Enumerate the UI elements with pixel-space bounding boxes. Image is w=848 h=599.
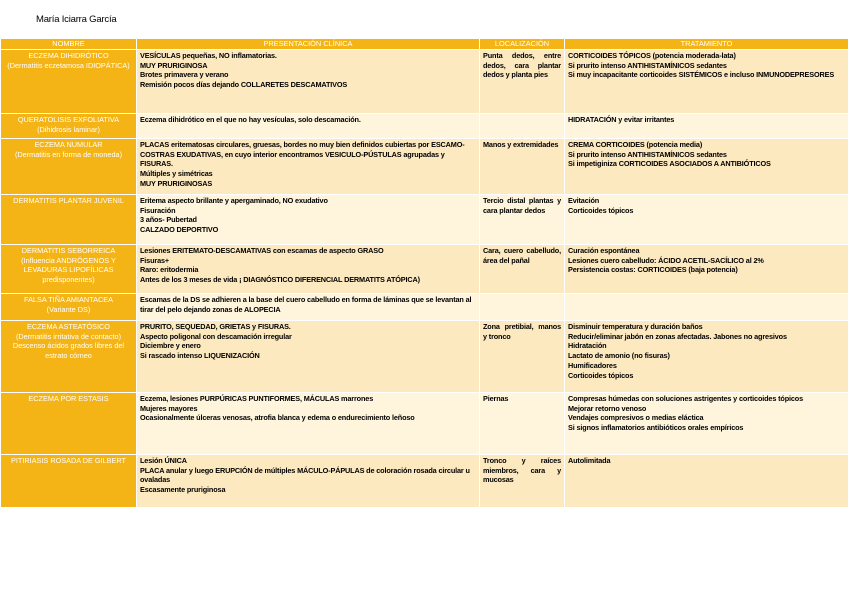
- treatment-line: CORTICOIDES TÓPICOS (potencia moderada-lata): [568, 51, 736, 60]
- treatment-cell: [565, 455, 848, 508]
- treatment-cell: [565, 245, 848, 294]
- name-line: Descenso ácidos grados libres del estrato córneo: [12, 341, 125, 361]
- name-cell: [1, 245, 137, 294]
- presentation-line: Escasamente pruriginosa: [140, 485, 226, 495]
- presentation-cell: [137, 294, 480, 321]
- name-line: ECZEMA POR ESTASIS: [28, 394, 109, 403]
- name-line: DERMATITIS SEBORREICA: [21, 246, 116, 255]
- author-name: María Iciarra García: [36, 14, 117, 25]
- presentation-line: Ocasionalmente úlceras venosas, atrofia blanca y edema o endurecimiento leñoso: [140, 413, 415, 423]
- treatment-line: Disminuir temperatura y duración baños: [568, 322, 703, 331]
- presentation-cell: [137, 50, 480, 114]
- treatment-cell: [565, 393, 848, 455]
- treatment-line: Persistencia costas: CORTICOIDES (baja potencia): [568, 265, 738, 275]
- presentation-cell: [137, 139, 480, 195]
- table-row: [1, 139, 848, 195]
- treatment-line: Compresas húmedas con soluciones astrigentes y corticoides tópicos: [568, 394, 804, 403]
- name-cell: [1, 321, 137, 393]
- location-cell: [480, 455, 565, 508]
- presentation-line: Lesión ÚNICA: [140, 456, 187, 465]
- presentation-line: PLACA anular y luego ERUPCIÓN de múltiples MÁCULO-PÁPULAS de coloración rosada circular u ovaladas: [140, 465, 470, 485]
- name-line: DERMATITIS PLANTAR JUVENIL: [13, 196, 124, 205]
- presentation-line: Brotes primavera y verano: [140, 70, 229, 80]
- presentation-cell: [137, 195, 480, 245]
- location-cell: [480, 294, 565, 321]
- presentation-line: Fisuras+: [140, 255, 170, 265]
- location-line: Manos y extremidades: [483, 140, 559, 149]
- treatment-line: Si signos inflamatorios antibióticos orales empíricos: [568, 423, 744, 433]
- table-row: [1, 455, 848, 508]
- name-cell: [1, 195, 137, 245]
- presentation-line: VESÍCULAS pequeñas, NO inflamatorias.: [140, 51, 277, 60]
- treatment-cell: [565, 114, 848, 139]
- treatment-line: CREMA CORTICOIDES (potencia media): [568, 140, 703, 149]
- location-cell: [480, 321, 565, 393]
- location-line: Piernas: [483, 394, 509, 403]
- treatment-cell: [565, 294, 848, 321]
- presentation-line: Lesiones ERITEMATO-DESCAMATIVAS con escamas de aspecto GRASO: [140, 246, 384, 255]
- presentation-line: CALZADO DEPORTIVO: [140, 225, 219, 235]
- presentation-line: Si rascado intenso LIQUENIZACIÓN: [140, 351, 260, 361]
- location-line: Tercio distal plantas y cara plantar dedos: [483, 196, 561, 215]
- treatment-line: Hidratación: [568, 341, 607, 351]
- presentation-line: Antes de los 3 meses de vida ¡ DIAGNÓSTICO DIFERENCIAL DERMATITS ATÓPICA): [140, 275, 420, 285]
- presentation-cell: [137, 245, 480, 294]
- presentation-line: Eczema, lesiones PURPÚRICAS PUNTIFORMES, MÁCULAS marrones: [140, 394, 374, 403]
- presentation-line: Raro: eritodermia: [140, 265, 199, 275]
- treatment-cell: [565, 195, 848, 245]
- table-row: [1, 321, 848, 393]
- treatment-line: Humificadores: [568, 360, 617, 370]
- name-line: (Dermatitis en forma de moneda): [14, 149, 123, 159]
- presentation-line: Diciembre y enero: [140, 341, 201, 351]
- dermatitis-table: [0, 38, 848, 508]
- name-line: ECZEMA NUMULAR: [34, 140, 103, 149]
- presentation-line: Múltiples y simétricas: [140, 169, 213, 179]
- name-line: ECZEMA DIHIDRÓTICO: [28, 51, 109, 60]
- header-tratamiento: TRATAMIENTO: [565, 39, 848, 50]
- presentation-line: Eczema dihidrótico en el que no hay vesículas, solo descamación.: [140, 115, 361, 124]
- table-body: [1, 50, 848, 508]
- presentation-cell: [137, 393, 480, 455]
- treatment-line: Si prurito intenso ANTIHISTAMÍNICOS sedantes: [568, 149, 727, 159]
- treatment-line: Si prurito intenso ANTIHISTAMÍNICOS sedantes: [568, 60, 727, 70]
- location-cell: [480, 50, 565, 114]
- location-line: Tronco y raíces miembros, cara y mucosas: [483, 456, 561, 485]
- presentation-line: Remisión pocos días dejando COLLARETES DESCAMATIVOS: [140, 80, 348, 90]
- name-line: (Influencia ANDRÓGENOS Y LEVADURAS LIPOFÍLICAS predisponentes): [21, 255, 116, 285]
- treatment-line: Curación espontánea: [568, 246, 640, 255]
- presentation-line: 3 años- Pubertad: [140, 215, 197, 225]
- location-line: Zona pretibial, manos y tronco: [483, 322, 561, 341]
- location-cell: [480, 114, 565, 139]
- treatment-cell: [565, 139, 848, 195]
- name-line: (Dermatitis irritativa de contacto): [15, 331, 122, 341]
- presentation-cell: [137, 455, 480, 508]
- presentation-line: Fisuración: [140, 205, 176, 215]
- treatment-line: Si impetiginiza CORTICOIDES ASOCIADOS A ANTIBIÓTICOS: [568, 159, 771, 169]
- table-row: [1, 114, 848, 139]
- header-localizacion: LOCALIZACIÓN: [480, 39, 565, 50]
- presentation-cell: [137, 321, 480, 393]
- treatment-line: Mejorar retorno venoso: [568, 403, 647, 413]
- name-line: PITIRIASIS ROSADA DE GILBERT: [10, 456, 127, 465]
- presentation-line: PLACAS eritematosas circulares, gruesas, bordes no muy bien definidos cubiertas por ESCAMO-COSTRAS EXUDATIVAS, en cuyo interior encontramos VESICULO-PÚSTULAS agrupadas y FISURAS.: [140, 140, 465, 169]
- presentation-line: Eritema aspecto brillante y apergaminado, NO exudativo: [140, 196, 328, 205]
- table-row: [1, 393, 848, 455]
- treatment-line: Corticoides tópicos: [568, 205, 634, 215]
- presentation-line: PRURITO, SEQUEDAD, GRIETAS y FISURAS.: [140, 322, 291, 331]
- treatment-line: HIDRATACIÓN y evitar irritantes: [568, 115, 675, 124]
- treatment-line: Autolimitada: [568, 456, 611, 465]
- presentation-line: Aspecto poligonal con descamación irregular: [140, 331, 292, 341]
- presentation-line: MUY PRURIGINOSA: [140, 60, 208, 70]
- name-line: FALSA TIÑA AMIANTACEA: [24, 295, 113, 304]
- table-row: [1, 245, 848, 294]
- presentation-line: Escamas de la DS se adhieren a la base del cuero cabelludo en forma de láminas que se levantan al tirar del pelo dejando zonas de ALOPECIA: [140, 295, 472, 314]
- treatment-line: Corticoides tópicos: [568, 370, 634, 380]
- location-line: Punta dedos, entre dedos, cara plantar dedos y planta pies: [483, 51, 561, 80]
- treatment-cell: [565, 321, 848, 393]
- table-row: [1, 50, 848, 114]
- name-cell: [1, 114, 137, 139]
- name-line: QUERATOLISIS EXFOLIATIVA: [17, 115, 120, 124]
- name-line: (Dermatitis eczetamosa IDIOPÁTICA): [7, 60, 130, 70]
- location-cell: [480, 195, 565, 245]
- treatment-line: Evitación: [568, 196, 600, 205]
- treatment-line: Si muy incapacitante corticoides SISTÉMICOS e incluso INMUNODEPRESORES: [568, 70, 835, 80]
- treatment-line: Lesiones cuero cabelludo: ÁCIDO ACETIL-SACÍLICO al 2%: [568, 255, 764, 265]
- location-cell: [480, 139, 565, 195]
- presentation-line: MUY PRURIGINOSAS: [140, 178, 213, 188]
- header-presentacion: PRESENTACIÓN CLÍNICA: [137, 39, 480, 50]
- name-cell: [1, 393, 137, 455]
- name-line: ECZEMA ASTEATÓSICO: [27, 322, 110, 331]
- location-cell: [480, 245, 565, 294]
- name-cell: [1, 455, 137, 508]
- location-line: Cara, cuero cabelludo, área del pañal: [483, 246, 561, 265]
- presentation-cell: [137, 114, 480, 139]
- name-line: (Variante DS): [46, 304, 91, 314]
- location-cell: [480, 393, 565, 455]
- table-row: [1, 294, 848, 321]
- name-cell: [1, 294, 137, 321]
- name-line: (Dihidrosis laminar): [37, 124, 100, 134]
- name-cell: [1, 50, 137, 114]
- name-cell: [1, 139, 137, 195]
- treatment-cell: [565, 50, 848, 114]
- treatment-line: Lactato de amonio (no fisuras): [568, 351, 670, 361]
- presentation-line: Mujeres mayores: [140, 403, 198, 413]
- header-nombre: NOMBRE: [1, 39, 137, 50]
- header-row: [1, 39, 848, 50]
- treatment-line: Reducir/eliminar jabón en zonas afectadas. Jabones no agresivos: [568, 331, 787, 341]
- table-row: [1, 195, 848, 245]
- treatment-line: Vendajes compresivos o medias eláctica: [568, 413, 704, 423]
